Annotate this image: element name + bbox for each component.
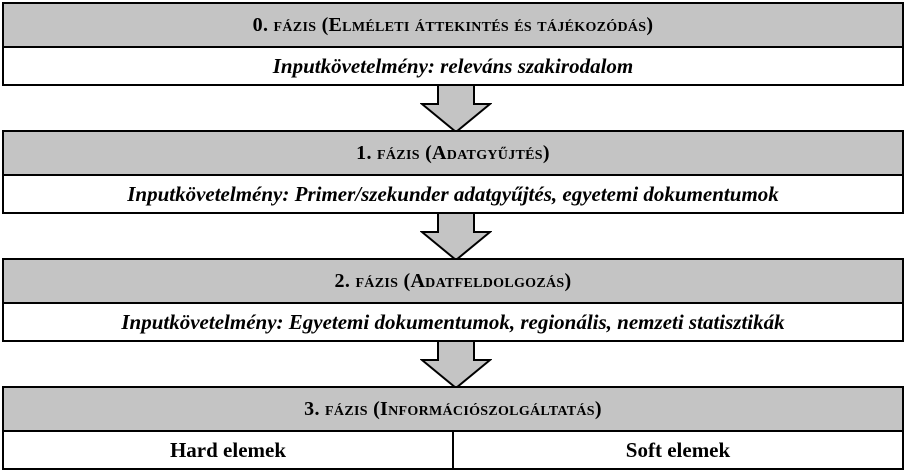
phase-3-title: 3. fázis (Információszolgáltatás) [4,388,902,430]
down-arrow-icon [420,212,492,262]
hard-elements-cell: Hard elemek [169,437,287,462]
phase-3-elements [4,430,902,468]
phase-1-title: 1. fázis (Adatgyűjtés) [4,132,902,174]
phase-1-input: Inputkövetelmény: Primer/szekunder adatgyűjtés, egyetemi dokumentumok [4,174,902,212]
phase-2-input: Inputkövetelmény: Egyetemi dokumentumok, regionális, nemzeti statisztikák [4,302,902,340]
down-arrow-icon [420,84,492,134]
phase-0-input: Inputkövetelmény: releváns szakirodalom [4,46,902,84]
phase-0-title: 0. fázis (Elméleti áttekintés és tájékozódás) [4,4,902,46]
phase-2-block [2,258,904,342]
down-arrow-icon [420,340,492,390]
phase-2-title: 2. fázis (Adatfeldolgozás) [4,260,902,302]
soft-elements-cell: Soft elemek [452,432,902,468]
phase-3-block [2,386,904,470]
phase-1-block [2,130,904,214]
phase-0-block [2,2,904,86]
